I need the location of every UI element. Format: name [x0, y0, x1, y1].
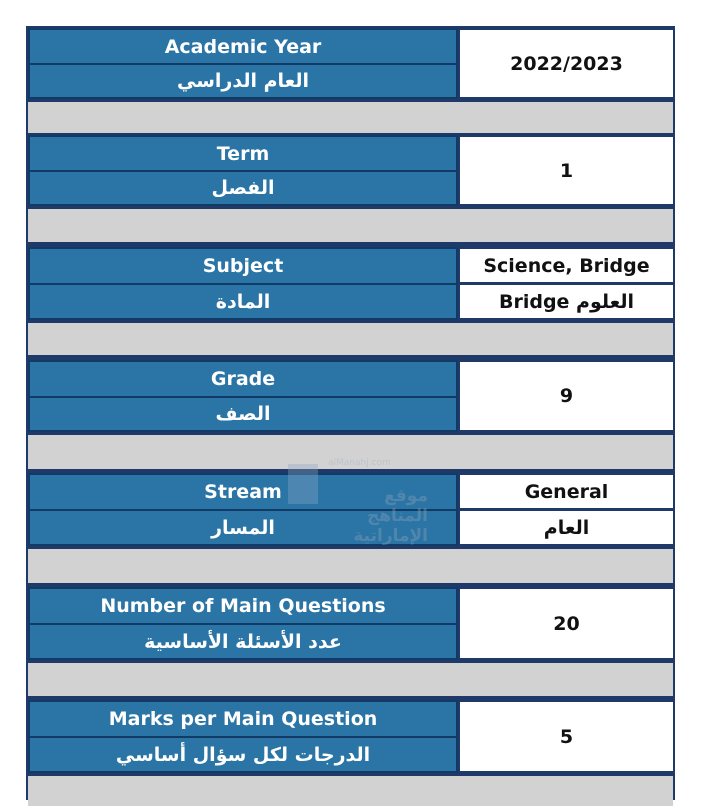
stream-value: General	[460, 475, 673, 508]
marks-per-question-value: 5	[460, 702, 673, 771]
spacer-row	[28, 209, 673, 242]
grade-label: Grade	[28, 360, 458, 398]
marks-per-question-label: Marks per Main Question	[28, 700, 458, 738]
stream-label-ar: المسار	[28, 509, 458, 546]
academic-year-label: Academic Year	[28, 28, 458, 65]
spacer-row	[28, 323, 673, 355]
grade-label-ar: الصف	[28, 396, 458, 432]
spacer-row	[28, 102, 673, 133]
stream-label: Stream	[28, 473, 458, 511]
subject-label-ar: المادة	[28, 283, 458, 320]
info-table	[26, 26, 675, 800]
spacer-row	[28, 663, 673, 696]
main-questions-value: 20	[460, 589, 673, 658]
spacer-row	[28, 776, 673, 806]
spacer-row	[28, 549, 673, 583]
watermark-site: alManahj.com	[328, 458, 391, 468]
main-questions-label: Number of Main Questions	[28, 587, 458, 625]
watermark-text: موقع المناهج الإماراتية	[353, 486, 428, 546]
term-label: Term	[28, 135, 458, 172]
main-questions-label-ar: عدد الأسئلة الأساسية	[28, 623, 458, 660]
subject-label: Subject	[28, 247, 458, 285]
subject-value: Science, Bridge	[460, 249, 673, 282]
subject-value-ar: العلوم Bridge	[460, 285, 673, 318]
term-value: 1	[460, 137, 673, 204]
academic-year-label-ar: العام الدراسي	[28, 63, 458, 99]
marks-per-question-label-ar: الدرجات لكل سؤال أساسي	[28, 736, 458, 773]
spacer-row	[28, 435, 673, 469]
term-label-ar: الفصل	[28, 170, 458, 206]
stream-value-ar: العام	[460, 511, 673, 544]
academic-year-value: 2022/2023	[460, 30, 673, 97]
grade-value: 9	[460, 362, 673, 430]
